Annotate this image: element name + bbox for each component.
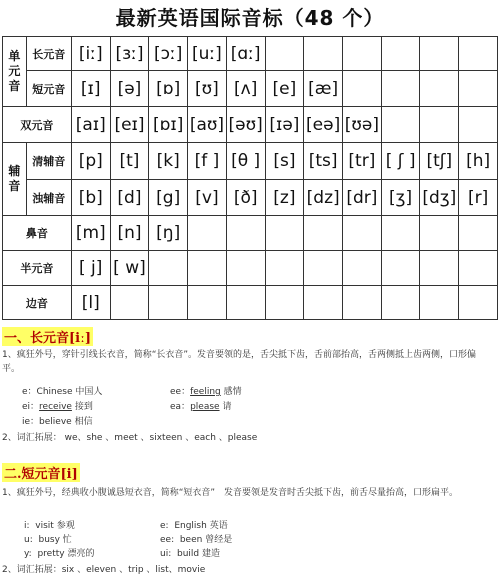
- empty-cell: [304, 216, 343, 251]
- phonetic-symbol: [v]: [188, 180, 227, 216]
- empty-cell: [343, 286, 382, 320]
- empty-cell: [265, 286, 304, 320]
- phonetic-symbol: [dʒ]: [420, 180, 459, 216]
- monophthong-group-label: 单元音: [3, 37, 27, 107]
- empty-cell: [226, 216, 265, 251]
- empty-cell: [188, 286, 227, 320]
- phonetic-symbol: [h]: [459, 143, 498, 180]
- page-title: 最新英语国际音标（48 个）: [115, 6, 385, 30]
- phonetic-symbol: [ɒ]: [149, 71, 188, 107]
- phonetic-symbol: [ə]: [110, 71, 149, 107]
- phonetic-symbol: [l]: [71, 286, 110, 320]
- row-diphthongs: [3, 107, 498, 143]
- example-item: e: English 英语: [160, 521, 228, 531]
- phonetic-symbol: [e]: [265, 71, 304, 107]
- example-item: ie：believe 相信: [22, 417, 93, 427]
- vocab-expansion: 2、词汇拓展： we、she 、meet 、sixteen 、each 、please: [2, 433, 258, 443]
- row-long-vowels: [3, 37, 498, 71]
- phonetic-symbol: [ʒ]: [381, 180, 420, 216]
- empty-cell: [381, 71, 420, 107]
- empty-cell: [381, 251, 420, 286]
- empty-cell: [265, 37, 304, 71]
- phonetic-symbol: [ɔː]: [149, 37, 188, 71]
- phonetic-symbol: [aʊ]: [188, 107, 227, 143]
- empty-cell: [343, 37, 382, 71]
- phonetic-symbol: [s]: [265, 143, 304, 180]
- empty-cell: [304, 37, 343, 71]
- empty-cell: [343, 251, 382, 286]
- phonetic-symbol: [p]: [71, 143, 110, 180]
- phonetic-symbol: [ŋ]: [149, 216, 188, 251]
- empty-cell: [304, 251, 343, 286]
- example-item: u: busy 忙: [24, 535, 72, 545]
- empty-cell: [420, 286, 459, 320]
- phonetic-symbol: [d]: [110, 180, 149, 216]
- phonetic-symbol: [tʃ]: [420, 143, 459, 180]
- phonetic-symbol: [ɒɪ]: [149, 107, 188, 143]
- empty-cell: [459, 107, 498, 143]
- row-label: 长元音: [26, 37, 71, 71]
- row-semivowels: [3, 251, 498, 286]
- example-item: y: pretty 漂亮的: [24, 549, 95, 559]
- phonetic-symbol: [aɪ]: [71, 107, 110, 143]
- row-voiceless-consonants: [3, 143, 498, 180]
- example-item: ui: build 建造: [160, 549, 221, 559]
- empty-cell: [149, 286, 188, 320]
- phonetic-table: [2, 36, 498, 320]
- phonetic-symbol: [eə]: [304, 107, 343, 143]
- consonant-group-label: 辅音: [3, 143, 27, 216]
- phonetic-symbol: [ɜː]: [110, 37, 149, 71]
- phonetic-symbol: [eɪ]: [110, 107, 149, 143]
- section-heading-short-vowel: 二.短元音[i]: [2, 463, 80, 482]
- row-nasals: [3, 216, 498, 251]
- phonetic-symbol: [g]: [149, 180, 188, 216]
- empty-cell: [459, 251, 498, 286]
- empty-cell: [265, 251, 304, 286]
- example-item: ee: been 曾经是: [160, 535, 233, 545]
- phonetic-symbol: [m]: [71, 216, 110, 251]
- phonetic-symbol: [ ʃ ]: [381, 143, 420, 180]
- phonetic-symbol: [ʊə]: [343, 107, 382, 143]
- empty-cell: [188, 251, 227, 286]
- row-short-vowels: [3, 71, 498, 107]
- section-description: 1、疯狂外号，经典收小腹诚恳短衣音，简称“短衣音” 发音要领是发音时舌尖抵下齿，前舌尽量抬高，口形扁平。: [2, 488, 459, 498]
- empty-cell: [420, 37, 459, 71]
- example-item: ei：receive 接到: [22, 402, 93, 412]
- row-label: 双元音: [3, 107, 72, 143]
- phonetic-symbol: [dz]: [304, 180, 343, 216]
- phonetic-symbol: [ɪ]: [71, 71, 110, 107]
- phonetic-symbol: [f ]: [188, 143, 227, 180]
- example-item: ee：feeling 感情: [170, 387, 242, 397]
- empty-cell: [420, 251, 459, 286]
- row-label: 清辅音: [26, 143, 71, 180]
- phonetic-symbol: [ʊ]: [188, 71, 227, 107]
- empty-cell: [381, 37, 420, 71]
- phonetic-symbol: [k]: [149, 143, 188, 180]
- phonetic-symbol: [n]: [110, 216, 149, 251]
- row-label: 边音: [3, 286, 72, 320]
- phonetic-symbol: [z]: [265, 180, 304, 216]
- phonetic-symbol: [ɪə]: [265, 107, 304, 143]
- row-label: 半元音: [3, 251, 72, 286]
- empty-cell: [110, 286, 149, 320]
- phonetic-symbol: [ j]: [71, 251, 110, 286]
- phonetic-symbol: [r]: [459, 180, 498, 216]
- row-laterals: [3, 286, 498, 320]
- empty-cell: [343, 71, 382, 107]
- phonetic-symbol: [ð]: [226, 180, 265, 216]
- row-label: 鼻音: [3, 216, 72, 251]
- phonetic-symbol: [ts]: [304, 143, 343, 180]
- row-label: 浊辅音: [26, 180, 71, 216]
- phonetic-symbol: [θ ]: [226, 143, 265, 180]
- empty-cell: [149, 251, 188, 286]
- phonetic-symbol: [ w]: [110, 251, 149, 286]
- example-item: ea：please 请: [170, 402, 232, 412]
- empty-cell: [381, 286, 420, 320]
- phonetic-symbol: [ɑː]: [226, 37, 265, 71]
- row-voiced-consonants: [3, 180, 498, 216]
- empty-cell: [381, 216, 420, 251]
- phonetic-symbol: [æ]: [304, 71, 343, 107]
- empty-cell: [188, 216, 227, 251]
- empty-cell: [226, 251, 265, 286]
- section-description: 1、疯狂外号，穿针引线长衣音，简称“长衣音”。发音要领的是，舌尖抵下齿，舌前部抬高，舌两侧抵上齿两侧，口形偏平。: [2, 350, 477, 374]
- phonetic-symbol: [dr]: [343, 180, 382, 216]
- phonetic-symbol: [tr]: [343, 143, 382, 180]
- phonetic-symbol: [əʊ]: [226, 107, 265, 143]
- vocab-expansion: 2、词汇拓展：six 、eleven 、trip 、list、movie: [2, 565, 206, 575]
- empty-cell: [459, 216, 498, 251]
- example-item: i: visit 参观: [24, 521, 75, 531]
- empty-cell: [459, 71, 498, 107]
- empty-cell: [304, 286, 343, 320]
- empty-cell: [343, 216, 382, 251]
- empty-cell: [420, 107, 459, 143]
- empty-cell: [459, 286, 498, 320]
- empty-cell: [459, 37, 498, 71]
- example-item: e：Chinese 中国人: [22, 387, 103, 397]
- empty-cell: [265, 216, 304, 251]
- empty-cell: [420, 71, 459, 107]
- section-heading-long-vowel: 一、长元音[iː]: [2, 327, 93, 346]
- phonetic-symbol: [b]: [71, 180, 110, 216]
- row-label: 短元音: [26, 71, 71, 107]
- phonetic-symbol: [uː]: [188, 37, 227, 71]
- empty-cell: [226, 286, 265, 320]
- phonetic-symbol: [iː]: [71, 37, 110, 71]
- empty-cell: [420, 216, 459, 251]
- phonetic-symbol: [ʌ]: [226, 71, 265, 107]
- phonetic-symbol: [t]: [110, 143, 149, 180]
- empty-cell: [381, 107, 420, 143]
